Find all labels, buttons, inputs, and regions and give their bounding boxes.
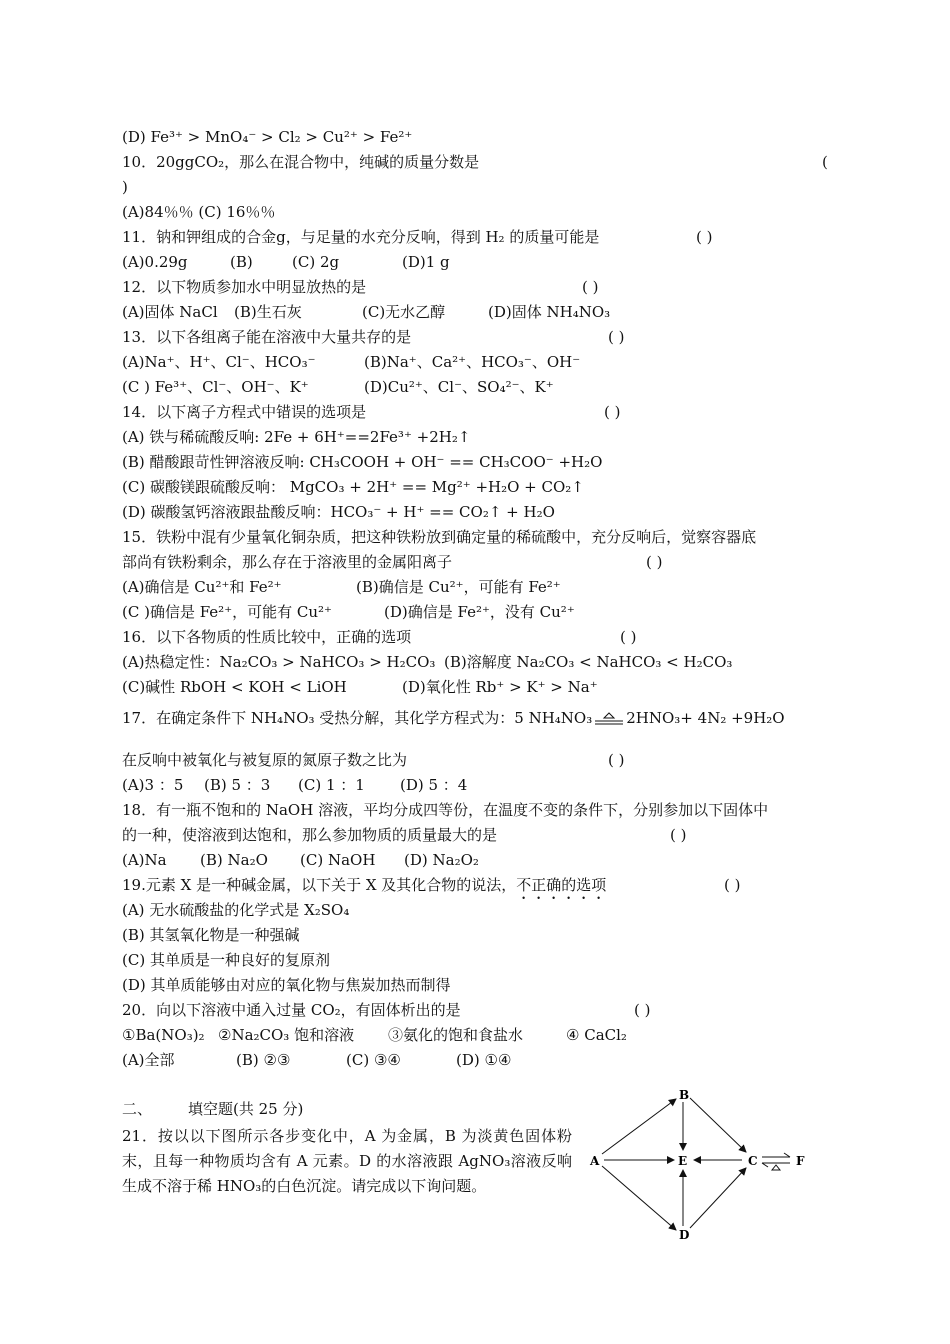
q19-stem-text: 19.元素 X 是一种碱金属，以下关于 X 及其化合物的说法， [122, 876, 517, 894]
q10-stem: 10．20ggCO₂，那么在混合物中，纯碱的质量分数是 [122, 153, 480, 171]
q11-option-d: (D)1 g [402, 253, 450, 271]
q14-option-b: (B) 醋酸跟苛性钾溶液反响: CH₃COOH + OH⁻ == CH₃COO⁻ +H₂O [122, 453, 603, 471]
heat-triangle-icon [772, 1165, 780, 1170]
q20-items [122, 1025, 627, 1045]
q15-option-d: (D)确信是 Fe²⁺，没有 Cu²⁺ [384, 603, 575, 621]
q14-stem: 14．以下离子方程式中错误的选项是 [122, 403, 367, 421]
section-2-heading [122, 1099, 303, 1119]
q19-option-b: (B) 其氢氧化物是一种强碱 [122, 926, 300, 944]
node-c: C [748, 1154, 758, 1168]
q12-stem: 12．以下物质参加水中明显放热的是 [122, 278, 367, 296]
q17-option-b: (B) 5 ：3 [204, 776, 271, 794]
q10-paren-close: ) [122, 178, 128, 196]
q16-option-b: (B)溶解度 Na₂CO₃ < NaHCO₃ < H₂CO₃ [444, 653, 733, 671]
q13-option-b: (B)Na⁺、Ca²⁺、HCO₃⁻、OH⁻ [364, 353, 581, 371]
q15-answer-paren: ( ) [646, 553, 663, 571]
q18-stem-2: 的一种，使溶液到达饱和，那么参加物质的质量最大的是 [122, 826, 498, 844]
q19-emphasis: 不正确的选项 [516, 876, 607, 894]
q15-options-ab [122, 577, 561, 597]
section-2-number: 二、 [122, 1100, 153, 1118]
q18-option-c: (C) NaOH [300, 851, 376, 869]
q17-answer-paren: ( ) [608, 751, 625, 769]
q18-option-a: (A)Na [122, 851, 167, 869]
q14-answer-paren: ( ) [604, 403, 621, 421]
q20-options [122, 1050, 511, 1070]
q18-stem-1: 18．有一瓶不饱和的 NaOH 溶液，平均分成四等份，在温度不变的条件下，分别参加以下固体中 [122, 801, 769, 819]
q13-options-ab [122, 352, 580, 372]
q15-option-a: (A)确信是 Cu²⁺和 Fe²⁺ [122, 578, 282, 596]
arrow-b-to-c [690, 1098, 746, 1152]
q14-option-c: (C) 碳酸镁跟硫酸反响： MgCO₃ + 2H⁺ == Mg²⁺ +H₂O + CO₂↑ [122, 478, 584, 496]
q20-item-1: ①Ba(NO₃)₂ [122, 1026, 205, 1044]
q18-option-b: (B) Na₂O [200, 851, 268, 869]
q13-answer-paren: ( ) [608, 328, 625, 346]
q16-answer-paren: ( ) [620, 628, 637, 646]
reaction-diagram [588, 1086, 818, 1246]
q21-stem: 21．按以以下图所示各步变化中，A 为金属，B 为淡黄色固体粉末，且每一种物质均含有 A 元素。D 的水溶液跟 AgNO₃溶液反响生成不溶于稀 HNO₃的白色沉淀。请完成以下询问题。 [122, 1127, 572, 1195]
q17-option-c: (C) 1 ：1 [298, 776, 365, 794]
q15-option-b: (B)确信是 Cu²⁺，可能有 Fe²⁺ [356, 578, 561, 596]
q18-option-d: (D) Na₂O₂ [404, 851, 479, 869]
q16-options-cd [122, 677, 598, 697]
q17-question: 在反响中被氧化与被复原的氮原子数之比为 [122, 751, 408, 769]
q14-option-d: (D) 碳酸氢钙溶液跟盐酸反响：HCO₃⁻ + H⁺ == CO₂↑ + H₂O [122, 503, 555, 521]
q19-option-d: (D) 其单质能够由对应的氧化物与焦炭加热而制得 [122, 976, 451, 994]
q11-option-c: (C) 2g [292, 253, 340, 271]
q13-option-a: (A)Na⁺、H⁺、Cl⁻、HCO₃⁻ [122, 353, 316, 371]
q17-equation-line [122, 708, 785, 728]
q14-option-a: (A) 铁与稀硫酸反响: 2Fe + 6H⁺==2Fe³⁺ +2H₂↑ [122, 428, 471, 446]
q17-options [122, 775, 467, 795]
section-2-title: 填空题(共 25 分) [188, 1100, 304, 1118]
q20-item-2: ②Na₂CO₃ 饱和溶液 [218, 1026, 355, 1044]
q12-answer-paren: ( ) [582, 278, 599, 296]
q11-options [122, 252, 450, 272]
q13-option-c: (C ) Fe³⁺、Cl⁻、OH⁻、K⁺ [122, 378, 309, 396]
q20-item-3: ③氨化的饱和食盐水 [388, 1026, 524, 1044]
q17-products: 2HNO₃+ 4N₂ +9H₂O [626, 709, 785, 727]
q12-option-b: (B)生石灰 [234, 303, 302, 321]
q17-stem: 17．在确定条件下 NH₄NO₃ 受热分解，其化学方程式为：5 NH₄NO₃ [122, 709, 593, 727]
q15-stem-2: 部尚有铁粉剩余，那么存在于溶液里的金属阳离子 [122, 553, 453, 571]
q20-item-4: ④ CaCl₂ [566, 1026, 627, 1044]
q17-option-d: (D) 5 ：4 [400, 776, 468, 794]
q12-options [122, 302, 610, 322]
node-e: E [678, 1154, 688, 1168]
q20-stem: 20．向以下溶液中通入过量 CO₂，有固体析出的是 [122, 1001, 461, 1019]
q13-options-cd [122, 377, 554, 397]
q19-stem [122, 875, 606, 903]
q11-option-b: (B) [230, 253, 253, 271]
q11-answer-paren: ( ) [696, 228, 713, 246]
q15-stem-1: 15．铁粉中混有少量氧化铜杂质，把这种铁粉放到确定量的稀硫酸中，充分反响后，觉察容器底 [122, 528, 757, 546]
q13-stem: 13．以下各组离子能在溶液中大量共存的是 [122, 328, 412, 346]
q17-option-a: (A)3 ：5 [122, 776, 184, 794]
equilibrium-forward-hook [784, 1153, 790, 1157]
q20-option-d: (D) ①④ [456, 1051, 512, 1069]
arrow-a-to-b [602, 1099, 676, 1154]
q20-option-c: (C) ③④ [346, 1051, 401, 1069]
q11-stem: 11．钠和钾组成的合金g，与足量的水充分反响，得到 H₂ 的质量可能是 [122, 228, 600, 246]
q13-option-d: (D)Cu²⁺、Cl⁻、SO₄²⁻、K⁺ [364, 378, 554, 396]
q20-option-a: (A)全部 [122, 1051, 175, 1069]
q10-options: (A)84％％ (C) 16％％ [122, 203, 276, 221]
node-a: A [590, 1154, 600, 1168]
q12-option-c: (C)无水乙醇 [362, 303, 446, 321]
q19-option-a: (A) 无水硫酸盐的化学式是 X₂SO₄ [122, 901, 350, 919]
q20-option-b: (B) ②③ [236, 1051, 291, 1069]
q18-options [122, 850, 479, 870]
arrow-a-to-d [602, 1166, 676, 1230]
q12-option-a: (A)固体 NaCl [122, 303, 218, 321]
node-b: B [679, 1088, 690, 1102]
arrow-d-to-c [690, 1168, 746, 1228]
q11-option-a: (A)0.29g [122, 253, 188, 271]
q19-option-c: (C) 其单质是一种良好的复原剂 [122, 951, 330, 969]
heat-equals-sign-icon [594, 712, 624, 726]
q16-option-d: (D)氧化性 Rb⁺ > K⁺ > Na⁺ [402, 678, 598, 696]
q16-option-a: (A)热稳定性：Na₂CO₃ > NaHCO₃ > H₂CO₃ [122, 653, 436, 671]
q15-options-cd [122, 602, 575, 622]
q20-answer-paren: ( ) [634, 1001, 651, 1019]
q10-paren-open: ( [822, 153, 828, 171]
q9-option-d: (D) Fe³⁺ > MnO₄⁻ > Cl₂ > Cu²⁺ > Fe²⁺ [122, 128, 413, 146]
q16-options-ab [122, 652, 732, 672]
node-d: D [679, 1228, 690, 1242]
q16-stem: 16．以下各物质的性质比较中，正确的选项 [122, 628, 412, 646]
q12-option-d: (D)固体 NH₄NO₃ [488, 303, 611, 321]
equilibrium-back-hook [762, 1163, 768, 1167]
node-f: F [796, 1154, 805, 1168]
q16-option-c: (C)碱性 RbOH < KOH < LiOH [122, 678, 347, 696]
diagram-arrows [602, 1098, 790, 1230]
q18-answer-paren: ( ) [670, 826, 687, 844]
q15-option-c: (C )确信是 Fe²⁺，可能有 Cu²⁺ [122, 603, 332, 621]
q19-answer-paren: ( ) [724, 876, 741, 894]
